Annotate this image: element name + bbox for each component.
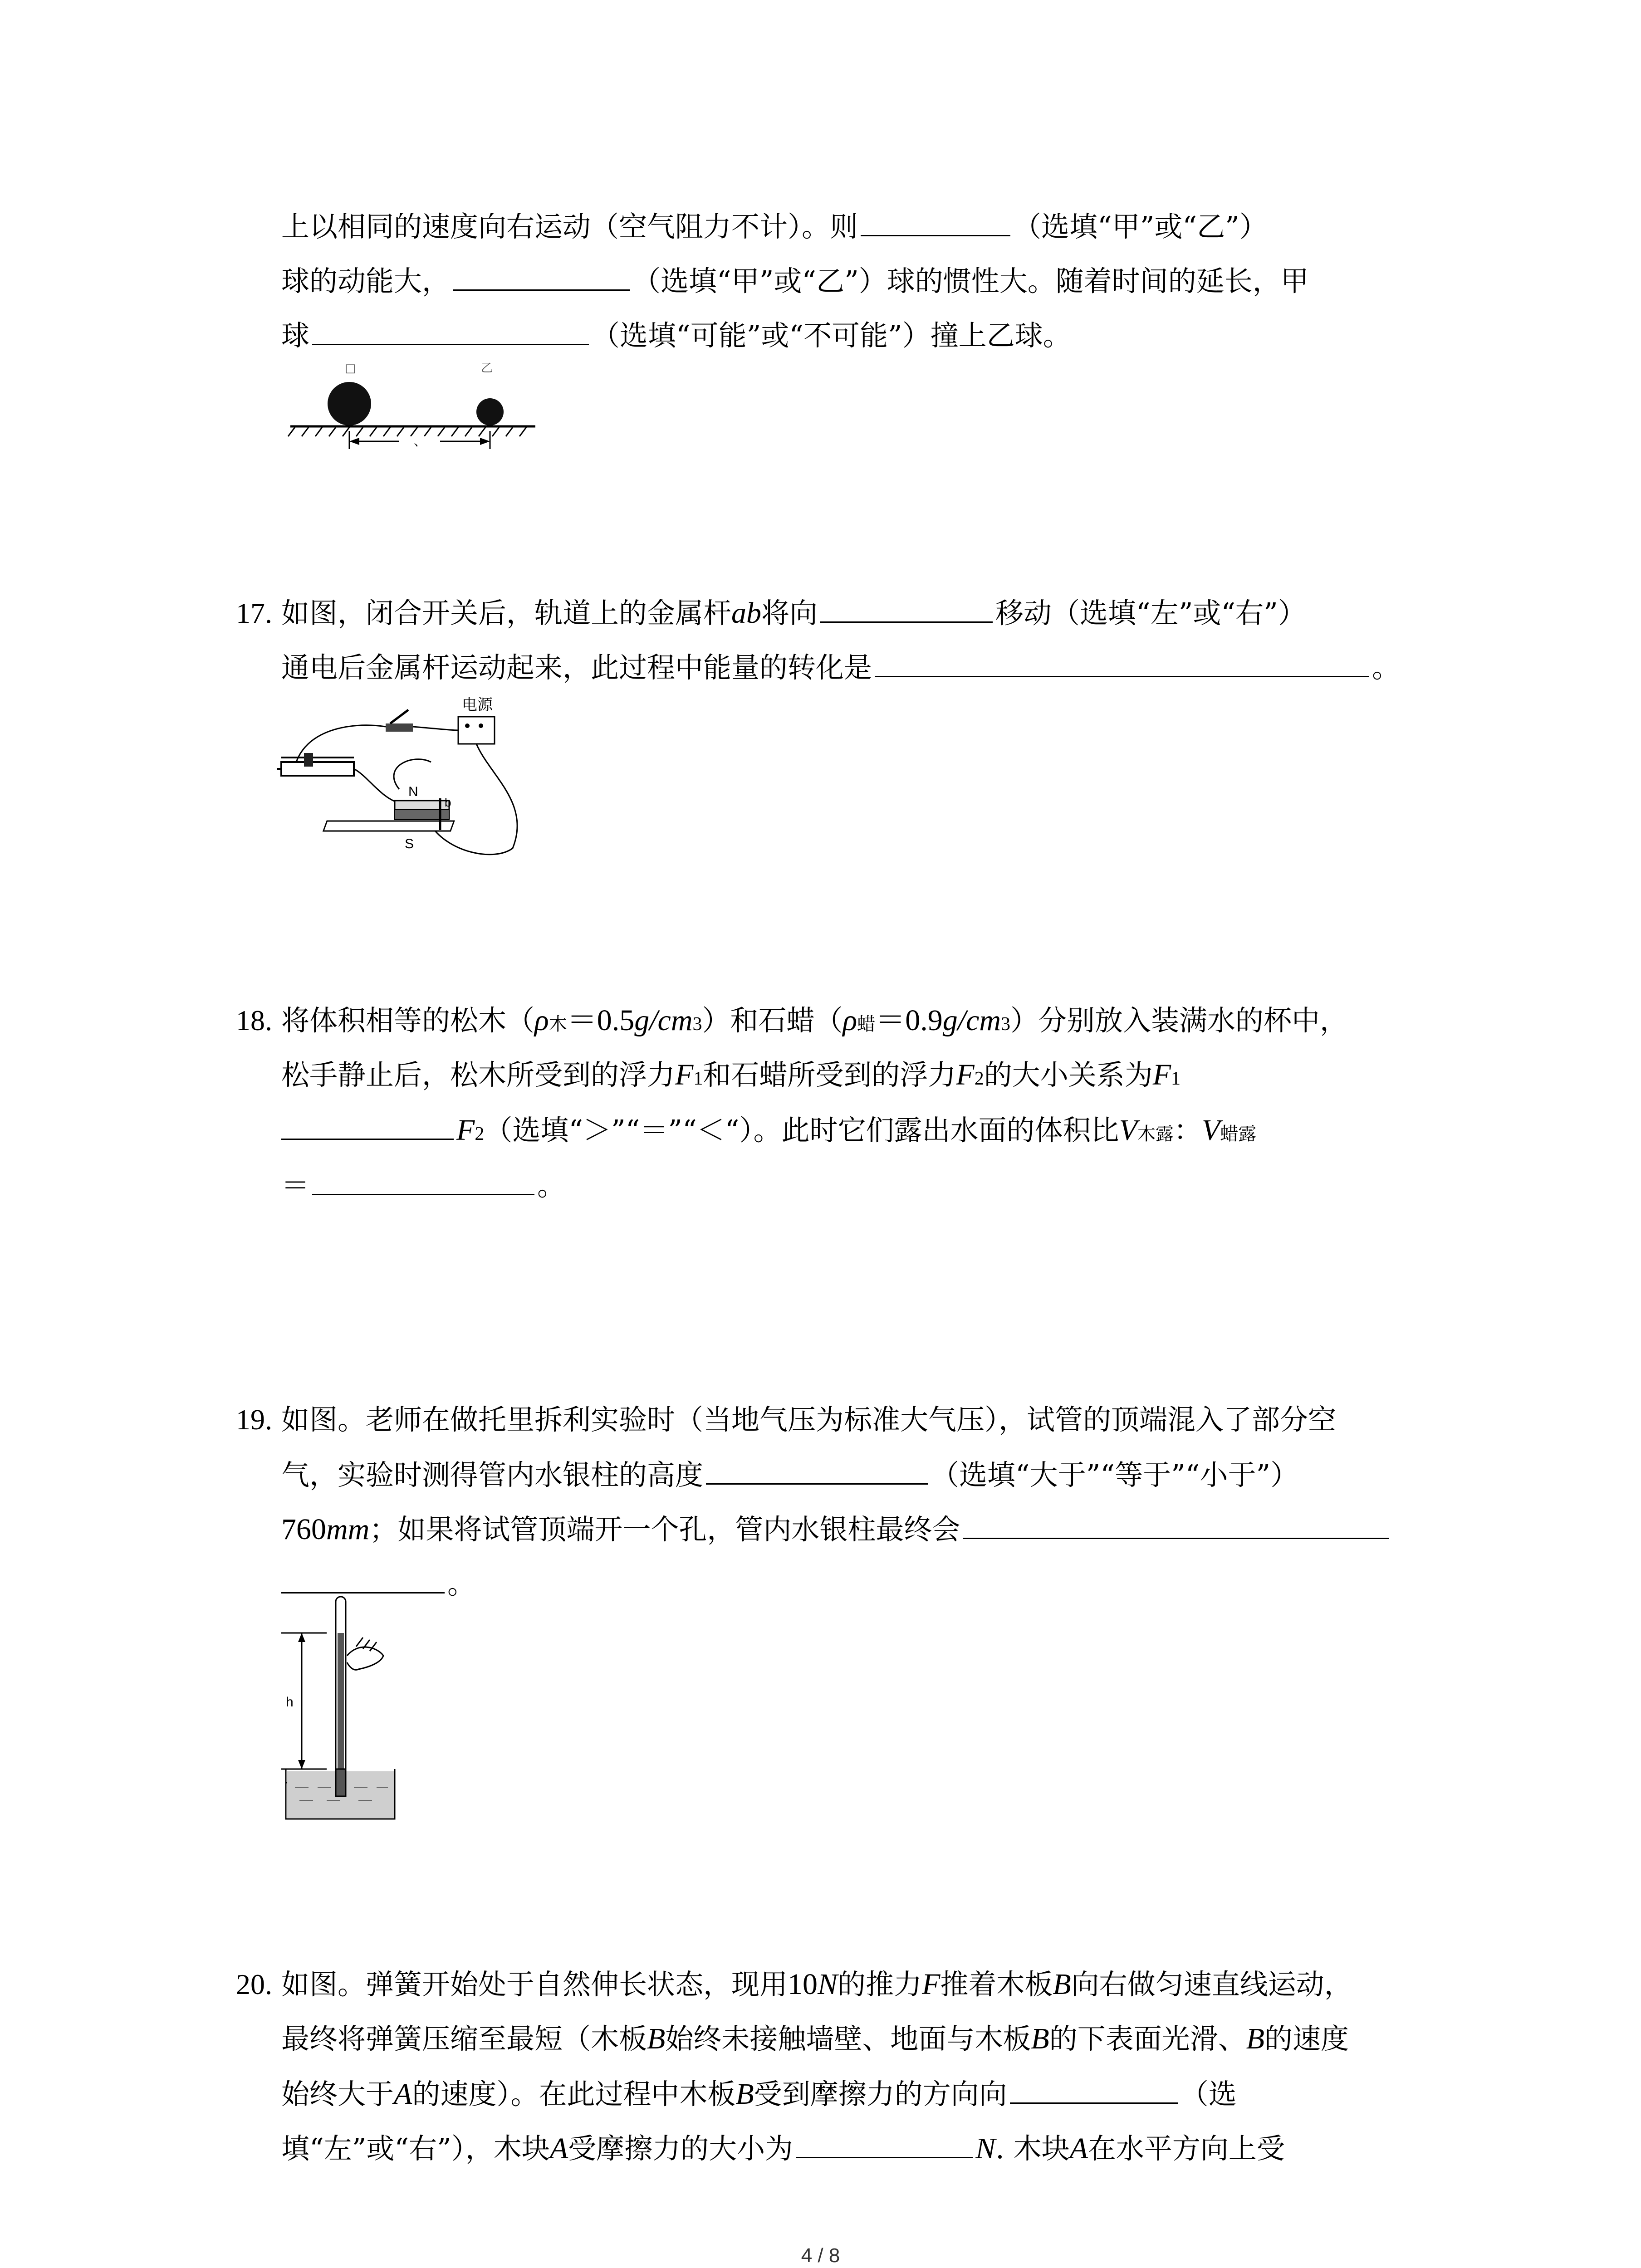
torricelli-figure [272,1588,408,1823]
answer-blank[interactable] [706,1456,928,1485]
north-pole-label: N [408,784,418,799]
ball-jia [328,382,371,425]
answer-blank[interactable] [820,594,993,623]
q20-line-4: 填“左”或“右”），木块 A 受摩擦力的大小为 N . 木块 A 在水平方向上受 [281,2130,1285,2166]
q16-line-3: 球 （选填“可能”或“不可能”）撞上乙球。 [281,317,1071,353]
power-supply-icon [458,696,495,744]
answer-blank[interactable] [281,1111,454,1140]
test-tube-icon [336,1597,346,1796]
circuit-figure [277,685,531,862]
q16-line-2: 球的动能大， （选填“甲”或“乙”）球的惯性大。随着时间的延长，甲 [281,262,1309,298]
rheostat-icon [277,753,354,776]
q20-line-2: 最终将弹簧压缩至最短（木板 B 始终未接触墙壁、地面与木板 B 的下表面光滑、 B 的速度 [281,2022,1349,2055]
ball-yi [476,398,504,425]
hand-icon [347,1647,383,1670]
q17-line-2: 通电后金属杆运动起来，此过程中能量的转化是 。 [281,649,1400,685]
page-number: 4 / 8 [801,2244,840,2267]
answer-blank[interactable] [1010,2075,1178,2104]
answer-blank[interactable] [796,2130,973,2158]
q18-line-1: 18. 将体积相等的松木（ ρ 木 ＝0.5 g / cm 3 ）和石蜡（ ρ 蜡 ＝0.9 g / cm 3 ）分别放入装满水的杯中， [236,1004,1348,1037]
q19-line-4: 。 [281,1565,475,1601]
two-balls-figure [281,358,544,490]
q18-line-4: ＝ 。 [281,1167,565,1203]
q18-line-2: 松手静止后，松木所受到的浮力 F 1 和石蜡所受到的浮力 F 2 的大小关系为 F 1 [281,1058,1181,1091]
q19-line-3: 760 mm ；如果将试管顶端开一个孔，管内水银柱最终会 [281,1510,1389,1547]
q16-line-1: 上以相同的速度向右运动（空气阻力不计）。则 （选填“甲”或“乙”） [281,208,1268,244]
south-pole-label: S [405,836,414,851]
answer-blank[interactable] [453,262,630,291]
answer-blank[interactable] [861,208,1010,236]
q19-line-1: 19. 如图。老师在做托里拆利实验时（当地气压为标准大气压），试管的顶端混入了部分空 [236,1403,1337,1436]
q18-line-3: F 2 （选填“＞”“＝”“＜“）。此时它们露出水面的体积比 V 木露 ： V 蜡露 [281,1111,1256,1148]
q17-line-1: 17. 如图，闭合开关后，轨道上的金属杆 ab 将向 移动（选填“左”或“右”） [236,594,1306,631]
rod-end-b-label: b [445,796,451,809]
q20-line-1: 20. 如图。弹簧开始处于自然伸长状态，现用 10 N 的推力 F 推着木板 B 向右做匀速直线运动， [236,1968,1352,2001]
q19-line-2: 气，实验时测得管内水银柱的高度 （选填“大于”“等于”“小于”） [281,1456,1298,1492]
q20-line-3: 始终大于 A 的速度）。在此过程中木板 B 受到摩擦力的方向向 （选 [281,2075,1237,2112]
power-label: 电源 [462,696,493,714]
svg-text:□: □ [345,362,356,375]
answer-blank[interactable] [312,1167,534,1195]
answer-blank[interactable] [875,649,1369,677]
switch-icon [386,710,413,732]
svg-text:乙: 乙 [481,362,493,375]
height-label-h: h [286,1695,294,1710]
answer-blank[interactable] [312,317,589,345]
svg-text:、: 、 [414,434,427,449]
answer-blank[interactable] [963,1510,1389,1539]
magnet-and-rails-icon [323,784,454,851]
